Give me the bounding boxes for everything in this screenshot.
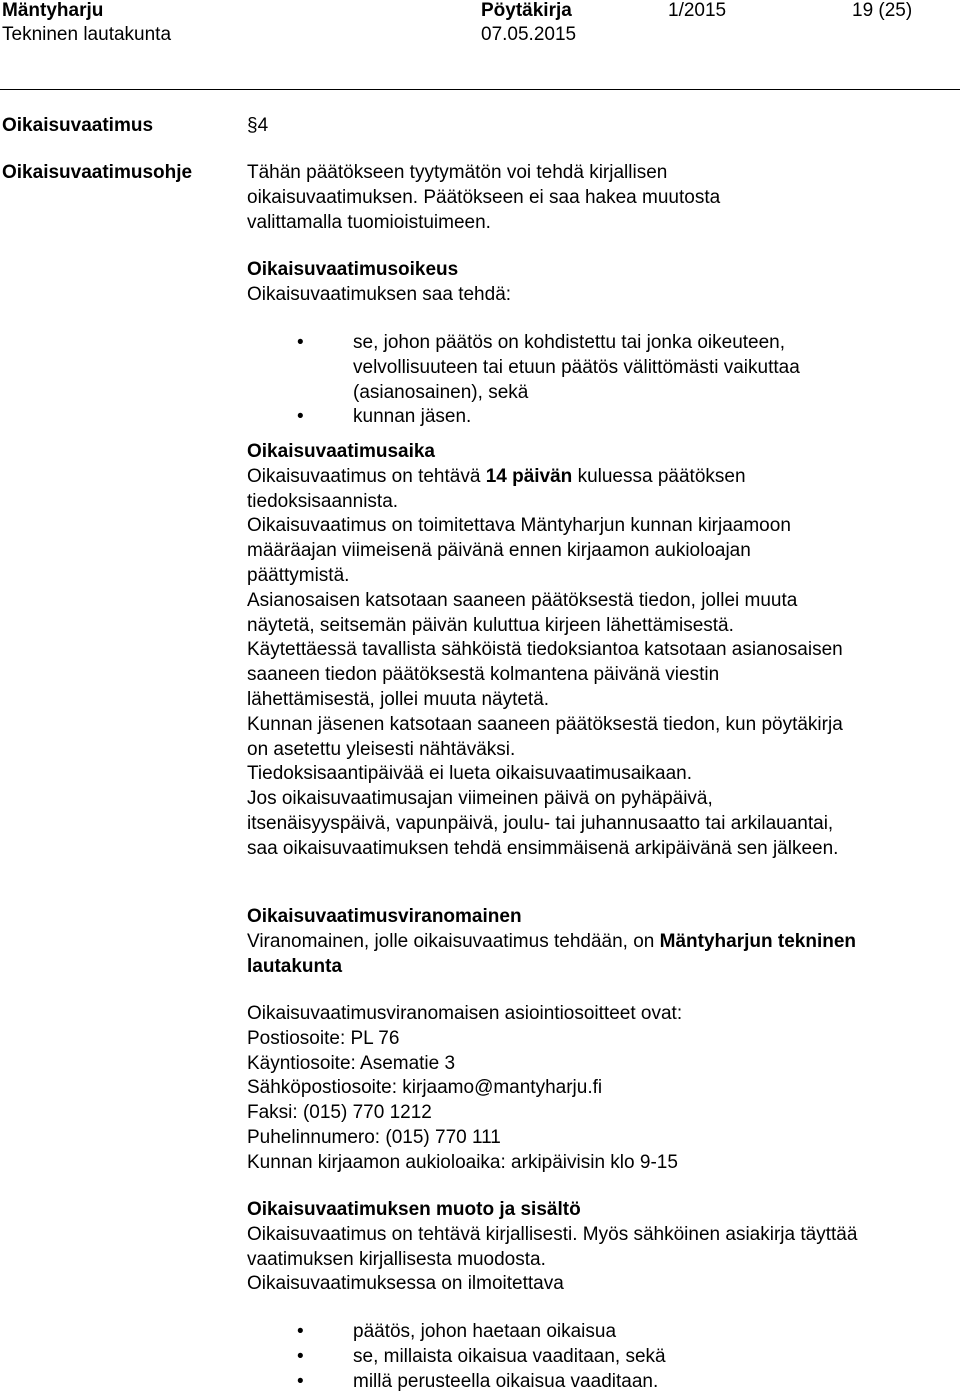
appeal-right-section [247,258,887,308]
appeal-period-para: Käytettäessä tavallista sähköistä tiedoksiantoa katsotaan asianosaisen saaneen tiedon päätöksestä kolmantena päivänä viestin lähettämisestä, jollei muuta näytetä. [247,639,843,710]
list-item: • millä perusteella oikaisua vaaditaan. [247,1370,887,1395]
appeal-period-heading: Oikaisuvaatimusaika [247,441,435,462]
contact-phone: Puhelinnumero: (015) 770 111 [247,1126,501,1148]
appeal-right-list [247,331,887,430]
page-number: 19 (25) [852,0,913,21]
authority-section [247,905,887,979]
contacts-intro: Oikaisuvaatimusviranomaisen asiointiosoitteet ovat: [247,1003,683,1024]
appeal-period-days: 14 päivän [485,465,573,487]
form-list [247,1320,887,1394]
authority-contacts [247,1002,887,1176]
form-section [247,1198,887,1297]
bullet-icon: • [297,1321,304,1342]
guide-label: Oikaisuvaatimusohje [2,162,193,183]
bullet-icon: • [297,332,304,353]
bullet-icon: • [297,1345,304,1367]
authority-heading: Oikaisuvaatimusviranomainen [247,906,522,927]
guide-intro [247,161,807,235]
contact-hours: Kunnan kirjaamon aukioloaika: arkipäivisin klo 9-15 [247,1151,678,1173]
section-label: Oikaisuvaatimus [2,115,154,136]
document-type: Pöytäkirja [481,0,572,21]
header-divider [0,89,960,90]
meeting-date: 07.05.2015 [481,24,577,45]
guide-intro-text: Tähän päätökseen tyytymätön voi tehdä kirjallisen oikaisuvaatimuksen. Päätökseen ei saa hakea muutosta valittamalla tuomioistuimeen. [247,162,721,233]
contact-postal: Postiosoite: PL 76 [247,1027,400,1049]
document-number: 1/2015 [668,0,727,21]
committee-name: Tekninen lautakunta [2,24,172,45]
org-name: Mäntyharju [2,0,104,21]
section-paragraph: §4 [247,115,269,136]
list-item: • se, millaista oikaisua vaaditaan, sekä [247,1345,887,1370]
list-item: • se, johon päätös on kohdistettu tai jonka oikeuteen, velvollisuuteen tai etuun päätös välittömästi vaikuttaa (asianosainen), sekä [297,332,800,403]
appeal-period-line1: Oikaisuvaatimus on tehtävä 14 päivän kuluessa päätöksen tiedoksisaannista. [247,465,746,512]
form-text: Oikaisuvaatimus on tehtävä kirjallisesti. Myös sähköinen asiakirja täyttää vaatimuksen kirjallisesta muodosta. [247,1223,858,1270]
appeal-right-text: Oikaisuvaatimuksen saa tehdä: [247,283,512,305]
appeal-period-para: Asianosaisen katsotaan saaneen päätöksestä tiedon, jollei muuta näytetä, seitsemän päivän kuluttua kirjeen lähettämisestä. [247,589,798,636]
authority-text: Viranomainen, jolle oikaisuvaatimus tehdään, on Mäntyharjun tekninen lautakunta [247,930,856,977]
appeal-right-heading: Oikaisuvaatimusoikeus [247,259,459,280]
contact-email: Sähköpostiosoite: kirjaamo@mantyharju.fi [247,1077,603,1099]
form-text2: Oikaisuvaatimuksessa on ilmoitettava [247,1273,564,1295]
bullet-icon: • [297,406,304,428]
contact-fax: Faksi: (015) 770 1212 [247,1102,432,1124]
appeal-period-section [247,440,847,862]
list-item: • päätös, johon haetaan oikaisua [247,1320,887,1345]
form-heading: Oikaisuvaatimuksen muoto ja sisältö [247,1199,581,1220]
list-item: • kunnan jäsen. [247,405,887,430]
appeal-period-para: Oikaisuvaatimus on toimitettava Mäntyharjun kunnan kirjaamoon määräajan viimeisenä päivänä ennen kirjaamon aukioloajan päättymistä. [247,515,791,586]
bullet-icon: • [297,1370,304,1392]
appeal-period-para: Kunnan jäsenen katsotaan saaneen päätöksestä tiedon, kun pöytäkirja on asetettu yleisesti nähtäväksi. [247,713,843,760]
authority-name: Mäntyharjun tekninen lautakunta [247,930,856,977]
appeal-period-para: Jos oikaisuvaatimusajan viimeinen päivä on pyhäpäivä, itsenäisyyspäivä, vapunpäivä, joulu- tai juhannusaatto tai arkilauantai, saa oikaisuvaatimuksen tehdä ensimmäisenä arkipäivänä sen jälkeen. [247,788,839,859]
appeal-period-para: Tiedoksisaantipäivää ei lueta oikaisuvaatimusaikaan. [247,763,692,785]
contact-visit: Käyntiosoite: Asematie 3 [247,1052,456,1074]
